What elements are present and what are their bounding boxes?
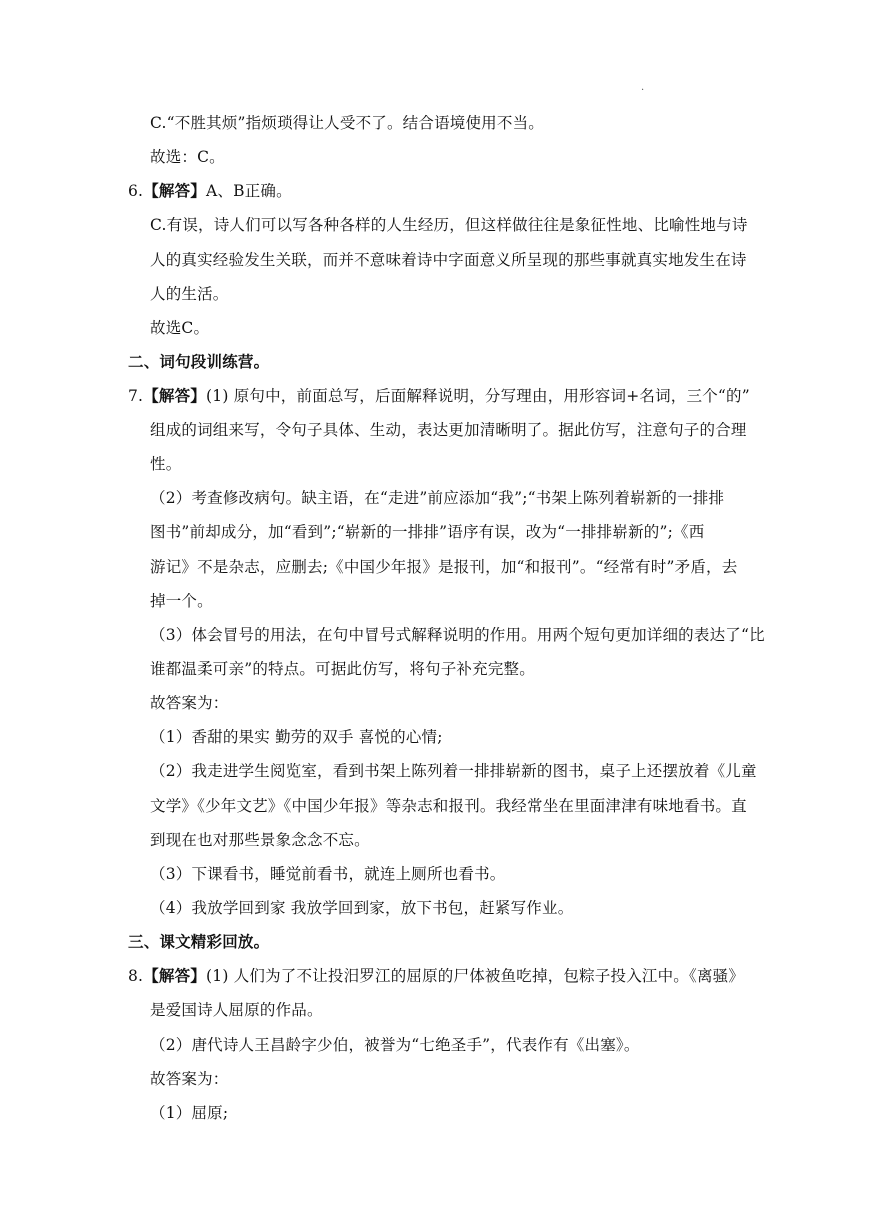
q7-answer-4: （4）我放学回到家 我放学回到家，放下书包，赶紧写作业。	[150, 899, 574, 917]
q7-p3-line2: 谁都温柔可亲”的特点。可据此仿写，将句子补充完整。	[150, 660, 535, 678]
q6-number: 6.	[128, 182, 144, 200]
q6-line2: C.有误，诗人们可以写各种各样的人生经历，但这样做往往是象征性地、比喻性地与诗	[150, 216, 748, 234]
q6-answer: 故选C。	[150, 319, 210, 337]
section2-title: 二、词句段训练营。	[128, 353, 270, 371]
q8-heading	[128, 965, 744, 987]
q7-heading	[128, 385, 750, 407]
q7-p2-line4: 掉一个。	[150, 592, 213, 610]
q8-answer-label: 故答案为：	[150, 1070, 229, 1088]
q7-p2-line3: 游记》不是杂志，应删去;《中国少年报》是报刊，加“和报刊”。“经常有时”矛盾，去	[150, 558, 738, 576]
q7-answer-label: 故答案为：	[150, 694, 229, 712]
q8-p2: （2）唐代诗人王昌龄字少伯，被誉为“七绝圣手”，代表作有《出塞》。	[150, 1036, 640, 1054]
q6-line3: 人的真实经验发生关联，而并不意味着诗中字面意义所呈现的那些事就真实地发生在诗	[150, 251, 747, 269]
q8-line2: 是爱国诗人屈原的作品。	[150, 1001, 323, 1019]
q7-line3: 性。	[150, 455, 182, 473]
q7-number: 7.	[128, 387, 144, 405]
q6-heading	[128, 180, 292, 202]
q7-p3-line1: （3）体会冒号的用法，在句中冒号式解释说明的作用。用两个短句更加详细的表达了“比	[150, 626, 765, 644]
q6-tag: 【解答】	[143, 182, 207, 200]
q6-line4: 人的生活。	[150, 285, 229, 303]
q8-line1: (1) 人们为了不让投汨罗江的屈原的尸体被鱼吃掉，包粽子投入江中。《离骚》	[206, 967, 745, 985]
q7-line1: (1) 原句中，前面总写，后面解释说明，分写理由，用形容词+名词，三个“的”	[206, 387, 750, 405]
header-dot: .	[641, 82, 645, 93]
q7-answer-3: （3）下课看书，睡觉前看书，就连上厕所也看书。	[150, 865, 506, 883]
q8-number: 8.	[128, 967, 144, 985]
q8-tag: 【解答】	[143, 967, 207, 985]
q7-answer-2-line3: 到现在也对那些景象念念不忘。	[150, 831, 370, 849]
q7-answer-2-line2: 文学》《少年文艺》《中国少年报》等杂志和报刊。我经常坐在里面津津有味地看书。直	[150, 797, 747, 815]
q7-line2: 组成的词组来写，令句子具体、生动，表达更加清晰明了。据此仿写，注意句子的合理	[150, 421, 747, 439]
q7-p2-line2: 图书”前却成分，加“看到”;“崭新的一排排”语序有误，改为“一排排崭新的”;《西	[150, 523, 705, 541]
q7-answer-1: （1）香甜的果实 勤劳的双手 喜悦的心情;	[150, 728, 443, 746]
q7-tag: 【解答】	[143, 387, 207, 405]
section3-title: 三、课文精彩回放。	[128, 933, 270, 951]
q7-answer-2-line1: （2）我走进学生阅览室，看到书架上陈列着一排排崭新的图书，桌子上还摆放着《儿童	[150, 762, 757, 780]
q8-answer-1: （1）屈原;	[150, 1104, 229, 1122]
q5-option-c: C.“不胜其烦”指烦琐得让人受不了。结合语境使用不当。	[150, 114, 544, 132]
q7-p2-line1: （2）考查修改病句。缺主语，在“走进”前应添加“我”;“书架上陈列着崭新的一排排	[150, 489, 725, 507]
q6-line1: A、B正确。	[206, 182, 292, 200]
q5-answer: 故选：C。	[150, 148, 225, 166]
